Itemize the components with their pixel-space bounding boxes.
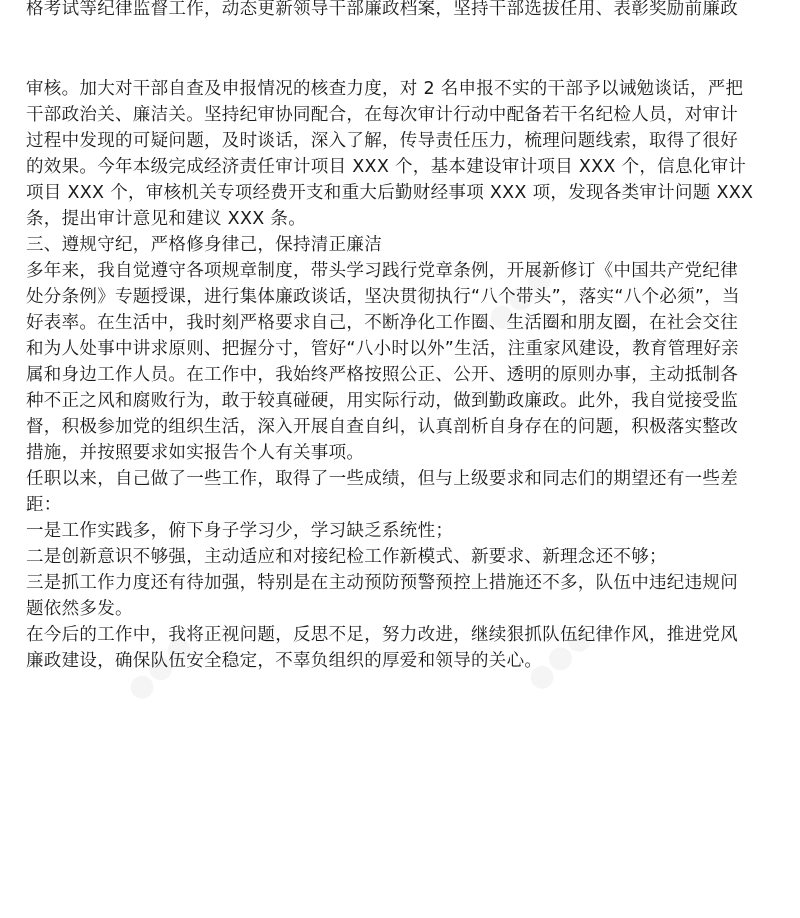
text-line: 和为人处事中讲求原则、把握分寸，管好“八小时以外”生活，注重家风建设，教育管理好亲: [26, 339, 739, 359]
text-line: 三是抓工作力度还有待加强，特别是在主动预防预警预控上措施还不多，队伍中违纪违规问: [26, 573, 738, 593]
text-line: 项目 XXX 个，审核机关专项经费开支和重大后勤财经事项 XXX 项，发现各类审计问题 XXX: [26, 183, 754, 203]
text-line: 在今后的工作中，我将正视问题，反思不足，努力改进，继续狠抓队伍纪律作风，推进党风: [26, 625, 738, 645]
text-line: 过程中发现的可疑问题，及时谈话，深入了解，传导责任压力，梳理问题线索，取得了很好: [26, 131, 738, 151]
text-line: 一是工作实践多，俯下身子学习少，学习缺乏系统性；: [26, 521, 454, 541]
text-line: 属和身边工作人员。在工作中，我始终严格按照公正、公开、透明的原则办事，主动抵制各: [26, 365, 738, 385]
text-line: 督，积极参加党的组织生活，深入开展自查自纠，认真剖析自身存在的问题，积极落实整改: [26, 417, 738, 437]
text-line: 格考试等纪律监督工作，动态更新领导干部廉政档案，坚持干部选拔任用、表彰奖励前廉政: [26, 0, 738, 19]
text-line: 二是创新意识不够强，主动适应和对接纪检工作新模式、新要求、新理念还不够；: [26, 547, 667, 567]
text-line: 措施，并按照要求如实报告个人有关事项。: [26, 443, 365, 463]
text-line: 种不正之风和腐败行为，敢于较真碰硬，用实际行动，做到勤政廉政。此外，我自觉接受监: [26, 391, 738, 411]
text-line: 廉政建设，确保队伍安全稳定，不辜负组织的厚爱和领导的关心。: [26, 651, 543, 671]
text-line: 干部政治关、廉洁关。坚持纪审协同配合，在每次审计行动中配备若干名纪检人员，对审计: [26, 105, 738, 125]
text-line: 处分条例》专题授课，进行集体廉政谈话，坚决贯彻执行“八个带头”，落实“八个必须”，当: [26, 287, 740, 307]
watermark: ●●●: [119, 627, 200, 708]
text-line: 审核。加大对干部自查及申报情况的核查力度，对 2 名申报不实的干部予以诫勉谈话，严把: [26, 79, 744, 99]
section-heading: 三、遵规守纪，严格修身律己，保持清正廉洁: [26, 235, 382, 255]
text-line: 多年来，我自觉遵守各项规章制度，带头学习践行党章条例，开展新修订《中国共产党纪律: [26, 261, 738, 281]
text-line: 题依然多发。: [26, 599, 133, 619]
text-line: 条，提出审计意见和建议 XXX 条。: [26, 209, 306, 229]
text-line: 任职以来，自己做了一些工作，取得了一些成绩，但与上级要求和同志们的期望还有一些差: [26, 469, 738, 489]
text-line: 的效果。今年本级完成经济责任审计项目 XXX 个，基本建设审计项目 XXX 个，信息化审计: [26, 157, 747, 177]
watermark: ●●●: [519, 617, 600, 698]
text-line: 距：: [26, 495, 62, 515]
watermark: ●●●: [479, 257, 560, 338]
text-line: 好表率。在生活中，我时刻严格要求自己，不断净化工作圈、生活圈和朋友圈，在社会交往: [26, 313, 738, 333]
